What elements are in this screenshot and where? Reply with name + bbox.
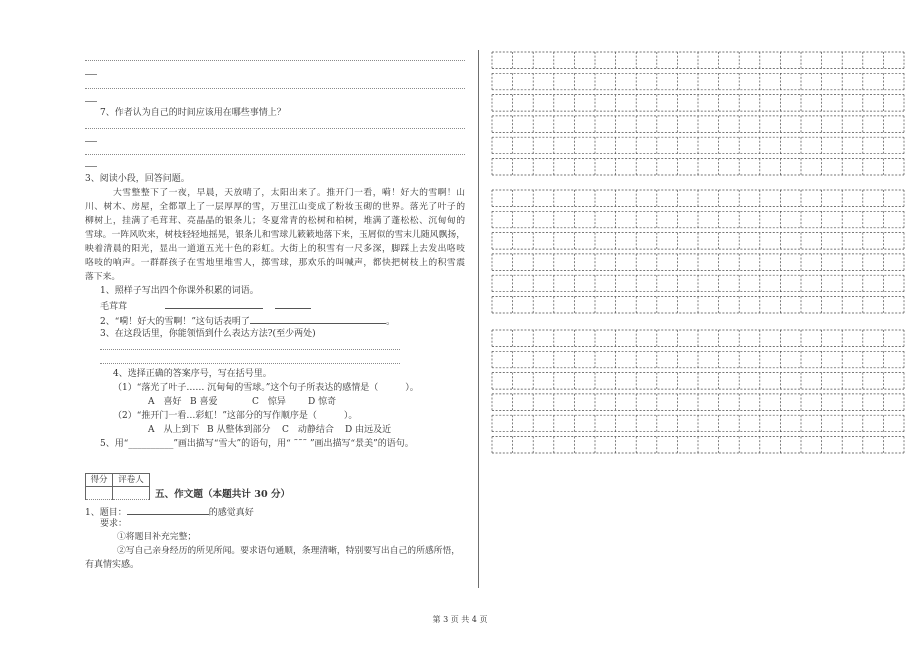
grid-cell-lines bbox=[492, 116, 904, 132]
answer-line bbox=[85, 154, 465, 155]
option-d: D 由远及近 bbox=[345, 425, 392, 435]
grid-row bbox=[492, 190, 904, 207]
reading-q2 bbox=[100, 314, 395, 328]
reading-q3: 3、在这段话里，你能领悟到什么表达方法?(至少两处) bbox=[100, 329, 316, 339]
answer-line-mark bbox=[85, 74, 97, 75]
grid-row bbox=[492, 415, 904, 432]
grid-cell-lines bbox=[492, 52, 904, 69]
grid-cell-lines bbox=[492, 159, 904, 176]
essay-topic bbox=[85, 505, 254, 519]
option-a: A 喜好 bbox=[148, 397, 182, 407]
grid-cell-lines bbox=[492, 330, 904, 347]
grid-cell-lines bbox=[492, 297, 904, 314]
answer-line bbox=[85, 60, 465, 61]
reading-q4-sub2: （2）“推开门一看…彩虹！”这部分的写作顺序是（ ）。 bbox=[113, 411, 358, 421]
grid-cell-lines bbox=[492, 73, 904, 90]
score-cell bbox=[86, 487, 113, 500]
reading-q2-text: 2、“嗬！好大的雪啊！”这句话表明了 bbox=[100, 317, 250, 327]
requirement-item: ②写自己亲身经历的所见所闻。要求语句通顺，条理清晰，特别要写出自己的所感所悟， bbox=[117, 546, 461, 556]
passage-line: 大雪整整下了一夜，早晨，天放晴了，太阳出来了。推开门一看，嗬！好大的雪啊！山 bbox=[113, 188, 465, 198]
reading-q4: 4、选择正确的答案序号，写在括号里。 bbox=[113, 369, 272, 379]
grid-row bbox=[492, 437, 904, 454]
passage-line: 咯吱的响声。一群群孩子在雪地里堆雪人，掷雪球，那欢乐的叫喊声，都快把树枝上的积雪震 bbox=[85, 258, 465, 268]
grid-row bbox=[492, 297, 904, 314]
score-box bbox=[85, 473, 150, 500]
reading-q1-example: 毛茸茸 bbox=[100, 302, 128, 312]
option-b: B 喜爱 bbox=[190, 397, 218, 407]
grid-row bbox=[492, 73, 904, 90]
option-a: A 从上到下 bbox=[148, 425, 200, 435]
passage-line: 川、树木、房屋，全都罩上了一层厚厚的雪，万里江山变成了粉妆玉砌的世界。落光了叶子的 bbox=[85, 202, 465, 212]
option-d: D 惊奇 bbox=[308, 397, 337, 407]
column-divider bbox=[478, 50, 479, 588]
reading-q4-sub1: （1）“落光了叶子…… 沉甸甸的雪球。”这个句子所表达的感情是（ ）。 bbox=[113, 383, 419, 393]
grader-cell bbox=[113, 487, 150, 500]
grid-cell-lines bbox=[492, 233, 904, 250]
grid-row bbox=[492, 351, 904, 368]
grid-row bbox=[492, 254, 904, 271]
question-7: 7、作者认为自己的时间应该用在哪些事情上？ bbox=[100, 108, 286, 118]
passage-line: 落下来。 bbox=[85, 272, 121, 282]
answer-line-mark bbox=[85, 101, 97, 102]
grid-cell-lines bbox=[492, 190, 904, 207]
grid-row bbox=[492, 116, 904, 132]
page-number: 第 3 页 共 4 页 bbox=[432, 615, 488, 624]
grid-row bbox=[492, 159, 904, 176]
grid-row bbox=[492, 394, 904, 411]
grid-cell-lines bbox=[492, 415, 904, 432]
grid-cell-lines bbox=[492, 437, 904, 454]
grid-cell-lines bbox=[492, 373, 904, 390]
grader-label: 评卷人 bbox=[113, 474, 150, 487]
reading-q2-end: 。 bbox=[385, 317, 395, 327]
grid-cell-lines bbox=[492, 137, 904, 154]
requirement-continuation: 有真情实感。 bbox=[85, 560, 140, 570]
option-c: C 动静结合 bbox=[282, 425, 334, 435]
reading-q1-example-row bbox=[100, 299, 311, 313]
grid-row bbox=[492, 373, 904, 390]
answer-blank bbox=[275, 299, 311, 309]
reading-q1: 1、照样子写出四个你课外积累的词语。 bbox=[100, 286, 259, 296]
reading-q5: 5、用“__________”画出描写“雪大”的语句，用“ ˜˜˜ ”画出描写“景美”的语句。 bbox=[100, 439, 414, 449]
composition-grid bbox=[490, 50, 908, 462]
answer-line bbox=[100, 349, 400, 350]
grid-cell-lines bbox=[492, 211, 904, 228]
answer-blank bbox=[165, 299, 263, 309]
grid-cell-lines bbox=[492, 351, 904, 368]
answer-line-mark bbox=[85, 141, 97, 142]
grid-row bbox=[492, 137, 904, 154]
score-label: 得分 bbox=[86, 474, 113, 487]
passage-line: 柳树上，挂满了毛茸茸、亮晶晶的银条儿；冬夏常青的松树和柏树，堆满了蓬松松、沉甸甸的 bbox=[85, 216, 465, 226]
grid-row bbox=[492, 52, 904, 69]
answer-line-mark bbox=[85, 166, 97, 167]
passage-line: 雪球。一阵风吹来，树枝轻轻地摇晃，银条儿和雪球儿簌簌地落下来，玉屑似的雪末儿随风飘扬， bbox=[85, 230, 465, 240]
answer-line bbox=[100, 363, 400, 364]
section-title: 五、作文题（本题共计 30 分） bbox=[155, 489, 291, 500]
essay-title-blank bbox=[127, 505, 209, 515]
essay-topic-suffix: 的感觉真好 bbox=[208, 508, 254, 518]
grid-row bbox=[492, 330, 904, 347]
passage-line: 映着清晨的阳光，显出一道道五光十色的彩虹。大街上的积雪有一尺多深，脚踩上去发出咯吱 bbox=[85, 244, 465, 254]
reading-heading: 3、阅读小段，回答问题。 bbox=[85, 174, 190, 184]
answer-blank bbox=[250, 314, 386, 324]
option-c: C 惊异 bbox=[252, 397, 286, 407]
essay-topic-prefix: 1、题目： bbox=[85, 508, 127, 518]
grid-row bbox=[492, 95, 904, 112]
option-b: B 从整体到部分 bbox=[207, 425, 271, 435]
requirement-item: ①将题目补充完整； bbox=[117, 532, 197, 542]
requirements-label: 要求： bbox=[100, 519, 128, 529]
grid-cell-lines bbox=[492, 95, 904, 112]
grid-cell-lines bbox=[492, 394, 904, 411]
answer-line bbox=[85, 88, 465, 89]
grid-row bbox=[492, 211, 904, 228]
grid-row bbox=[492, 275, 904, 292]
grid-row bbox=[492, 233, 904, 250]
grid-cell-lines bbox=[492, 254, 904, 271]
answer-line bbox=[85, 128, 465, 129]
grid-cell-lines bbox=[492, 275, 904, 292]
